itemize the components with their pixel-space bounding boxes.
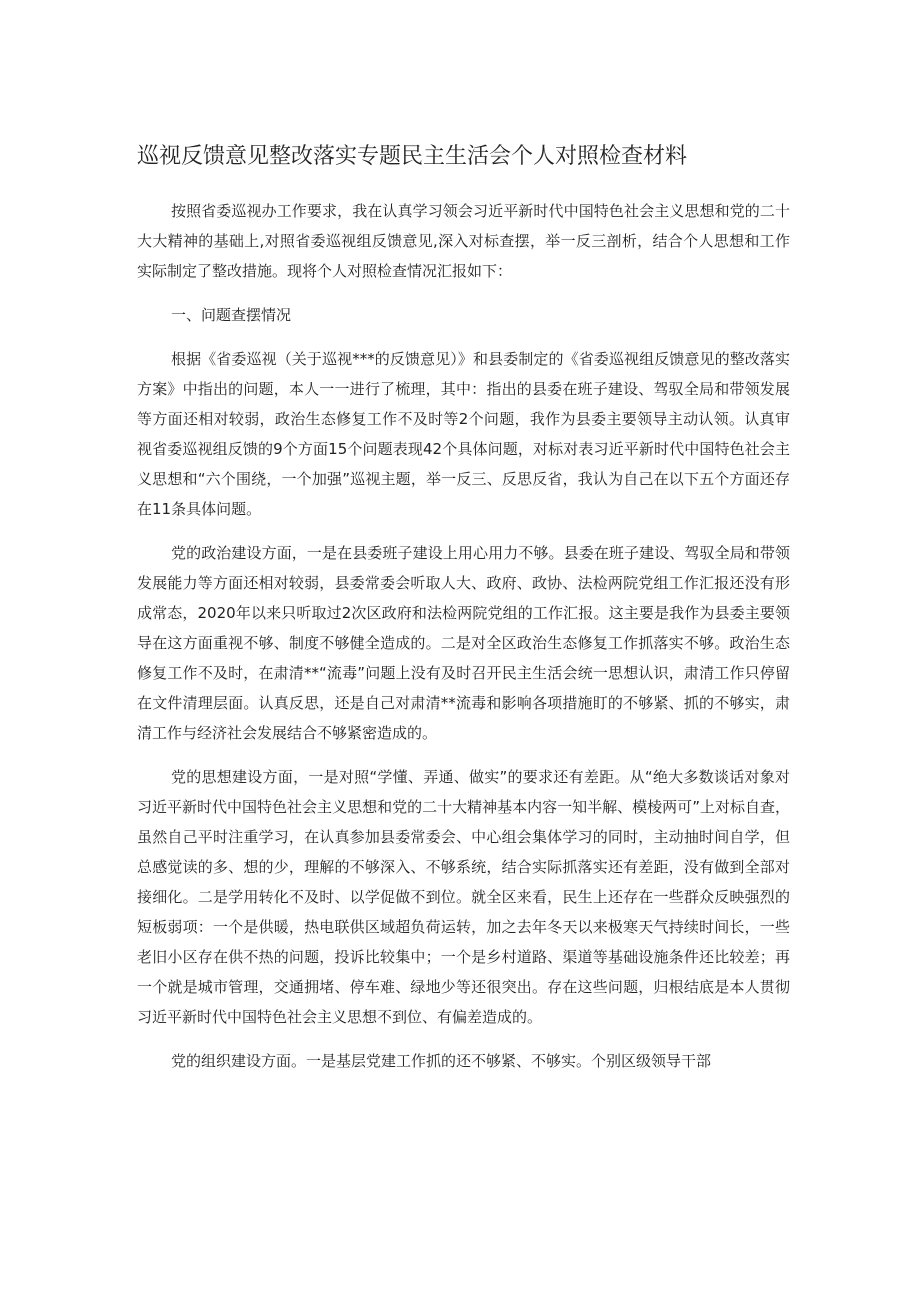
paragraph-organizational-building: 党的组织建设方面。一是基层党建工作抓的还不够紧、不够实。个别区级领导干部 [171,1052,712,1070]
intro-paragraph: 按照省委巡视办工作要求，我在认真学习领会习近平新时代中国特色社会主义思想和党的二十大大精神的基础上,对照省委巡视组反馈意见,深入对标查摆，举一反三剖析，结合个人思想和工作实际制定了整改措施。现将个人对照检查情况汇报如下： [137,202,790,280]
paragraph-ideological-building: 党的思想建设方面，一是对照“学懂、弄通、做实”的要求还有差距。从“绝大多数谈话对象对习近平新时代中国特色社会主义思想和党的二十大精神基本内容一知半解、模棱两可”上对标自查，虽然自己平时注重学习，在认真参加县委常委会、中心组会集体学习的同时，主动抽时间自学，但总感觉读的多、想的少，理解的不够深入、不够系统，结合实际抓落实还有差距，没有做到全部对接细化。二是学用转化不及时、以学促做不到位。就全区来看，民生上还存在一些群众反映强烈的短板弱项：一个是供暖，热电联供区域超负荷运转，加之去年冬天以来极寒天气持续时间长，一些老旧小区存在供不热的问题，投诉比较集中；一个是乡村道路、渠道等基础设施条件还比较差；再一个就是城市管理，交通拥堵、停车难、绿地少等还很突出。存在这些问题，归根结底是本人贯彻习近平新时代中国特色社会主义思想不到位、有偏差造成的。 [137,768,790,1026]
paragraph-political-building: 党的政治建设方面，一是在县委班子建设上用心用力不够。县委在班子建设、驾驭全局和带领发展能力等方面还相对较弱，县委常委会听取人大、政府、政协、法检两院党组工作汇报还没有形成常态，2020年以来只听取过2次区政府和法检两院党组的工作汇报。这主要是我作为县委主要领导在这方面重视不够、制度不够健全造成的。二是对全区政治生态修复工作抓落实不够。政治生态修复工作不及时，在肃清**“流毒”问题上没有及时召开民主生活会统一思想认识，肃清工作只停留在文件清理层面。认真反思，还是自己对肃清**流毒和影响各项措施盯的不够紧、抓的不够实，肃清工作与经济社会发展结合不够紧密造成的。 [137,544,790,742]
paragraph-problem-summary: 根据《省委巡视（关于巡视***的反馈意见）》和县委制定的《省委巡视组反馈意见的整改落实方案》中指出的问题，本人一一进行了梳理，其中：指出的县委在班子建设、驾驭全局和带领发展等方面还相对较弱，政治生态修复工作不及时等2个问题，我作为县委主要领导主动认领。认真审视省委巡视组反馈的9个方面15个问题表现42个具体问题，对标对表习近平新时代中国特色社会主义思想和“六个围绕，一个加强”巡视主题，举一反三、反思反省，我认为自己在以下五个方面还存在11条具体问题。 [137,350,790,518]
section-heading-problems: 一、问题查摆情况 [171,306,292,324]
document-body [137,196,790,1090]
document-title: 巡视反馈意见整改落实专题民主生活会个人对照检查材料 [137,144,688,169]
